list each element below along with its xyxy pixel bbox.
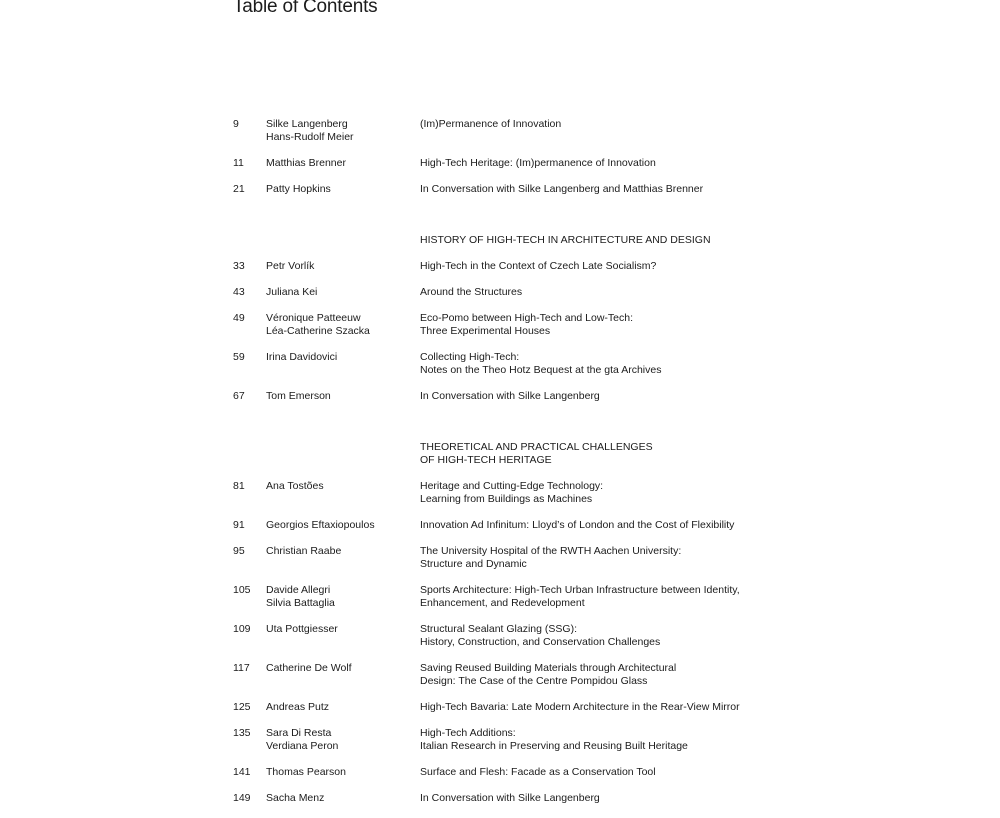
page-number: 43 — [233, 286, 245, 298]
entry-title — [420, 480, 793, 506]
entry-title-line: History, Construction, and Conservation Challenges — [420, 636, 661, 648]
page-number: 117 — [233, 662, 250, 674]
section-heading — [420, 234, 793, 247]
entry-title-line: Italian Research in Preserving and Reusing Built Heritage — [420, 740, 688, 752]
author-name: Petr Vorlík — [266, 260, 315, 272]
page-number: 109 — [233, 623, 251, 635]
entry-authors — [266, 157, 420, 170]
page-number: 33 — [233, 260, 245, 272]
entry-title — [420, 701, 793, 714]
toc-entry[interactable] — [233, 157, 793, 170]
toc-entry[interactable] — [233, 545, 793, 571]
entry-title — [420, 183, 793, 196]
entry-title-line: High-Tech Bavaria: Late Modern Architecture in the Rear-View Mirror — [420, 701, 740, 713]
entry-authors — [266, 727, 420, 753]
author-name: Andreas Putz — [266, 701, 330, 713]
entry-title — [420, 766, 793, 779]
author-name: Verdiana Peron — [266, 740, 339, 752]
author-name: Davide Allegri — [266, 584, 331, 596]
entry-title — [420, 545, 793, 571]
toc-entry[interactable] — [233, 351, 793, 377]
entry-authors — [266, 260, 420, 273]
toc-entry[interactable] — [233, 480, 793, 506]
page-number: 11 — [233, 157, 244, 169]
entry-title-line: Structure and Dynamic — [420, 558, 527, 570]
entry-authors — [266, 662, 420, 688]
entry-title-line: High-Tech Additions: — [420, 727, 516, 739]
entry-title-line: In Conversation with Silke Langenberg — [420, 390, 600, 402]
entry-authors — [266, 312, 420, 338]
entry-title-line: Collecting High-Tech: — [420, 351, 520, 363]
entry-title — [420, 584, 793, 610]
entry-authors — [266, 584, 420, 610]
entry-title — [420, 351, 793, 377]
entry-title-line: Innovation Ad Infinitum: Lloyd’s of London and the Cost of Flexibility — [420, 519, 735, 531]
entry-title-line: Eco-Pomo between High-Tech and Low-Tech: — [420, 312, 634, 324]
entry-authors — [266, 545, 420, 571]
author-name: Léa-Catherine Szacka — [266, 325, 370, 337]
entry-authors — [266, 701, 420, 714]
toc-entry[interactable] — [233, 260, 793, 273]
toc-entry[interactable] — [233, 390, 793, 403]
section-heading-line: HISTORY OF HIGH-TECH IN ARCHITECTURE AND DESIGN — [420, 234, 711, 246]
author-name: Sara Di Resta — [266, 727, 332, 739]
entry-authors — [266, 183, 420, 196]
entry-title — [420, 727, 793, 753]
author-name: Sacha Menz — [266, 792, 325, 804]
entry-title-line: The University Hospital of the RWTH Aachen University: — [420, 545, 682, 557]
toc-entry[interactable] — [233, 519, 793, 532]
entry-title-line: Design: The Case of the Centre Pompidou Glass — [420, 675, 648, 687]
entry-title — [420, 390, 793, 403]
page-number: 81 — [233, 480, 245, 492]
page-number: 9 — [233, 118, 239, 130]
table-of-contents — [233, 118, 793, 818]
author-name: Christian Raabe — [266, 545, 342, 557]
author-name: Hans-Rudolf Meier — [266, 131, 354, 143]
toc-entry[interactable] — [233, 701, 793, 714]
entry-title — [420, 792, 793, 805]
author-name: Silvia Battaglia — [266, 597, 335, 609]
toc-entry[interactable] — [233, 286, 793, 299]
entry-title-line: High-Tech in the Context of Czech Late Socialism? — [420, 260, 657, 272]
page-number: 67 — [233, 390, 245, 402]
entry-title-line: Enhancement, and Redevelopment — [420, 597, 585, 609]
entry-title-line: In Conversation with Silke Langenberg — [420, 792, 600, 804]
entry-title — [420, 312, 793, 338]
entry-title-line: Around the Structures — [420, 286, 523, 298]
entry-title-line: Heritage and Cutting-Edge Technology: — [420, 480, 604, 492]
section-heading-line: OF HIGH-TECH HERITAGE — [420, 454, 552, 466]
section-heading — [420, 441, 793, 467]
entry-title-line: Three Experimental Houses — [420, 325, 551, 337]
page-number: 141 — [233, 766, 251, 778]
page-number: 135 — [233, 727, 251, 739]
author-name: Georgios Eftaxiopoulos — [266, 519, 375, 531]
entry-title — [420, 260, 793, 273]
author-name: Matthias Brenner — [266, 157, 346, 169]
entry-authors — [266, 792, 420, 805]
author-name: Irina Davidovici — [266, 351, 338, 363]
entry-title — [420, 118, 793, 144]
page-number: 95 — [233, 545, 245, 557]
entry-title — [420, 157, 793, 170]
page-number: 21 — [233, 183, 245, 195]
entry-authors — [266, 623, 420, 649]
toc-entry[interactable] — [233, 662, 793, 688]
entry-title — [420, 286, 793, 299]
author-name: Ana Tostões — [266, 480, 324, 492]
author-name: Juliana Kei — [266, 286, 318, 298]
entry-authors — [266, 480, 420, 506]
toc-entry[interactable] — [233, 766, 793, 779]
toc-entry[interactable] — [233, 118, 793, 144]
entry-authors — [266, 390, 420, 403]
author-name: Tom Emerson — [266, 390, 331, 402]
entry-title-line: (Im)Permanence of Innovation — [420, 118, 562, 130]
section-heading-line: THEORETICAL AND PRACTICAL CHALLENGES — [420, 441, 653, 453]
toc-entry[interactable] — [233, 183, 793, 196]
entry-authors — [266, 766, 420, 779]
page-number: 149 — [233, 792, 251, 804]
toc-entry[interactable] — [233, 312, 793, 338]
page-number: 91 — [233, 519, 245, 531]
entry-title-line: In Conversation with Silke Langenberg and Matthias Brenner — [420, 183, 704, 195]
page-title: Table of Contents — [233, 0, 378, 17]
author-name: Uta Pottgiesser — [266, 623, 338, 635]
entry-title — [420, 519, 793, 532]
entry-authors — [266, 351, 420, 377]
author-name: Patty Hopkins — [266, 183, 331, 195]
entry-title-line: Structural Sealant Glazing (SSG): — [420, 623, 577, 635]
page-number: 59 — [233, 351, 245, 363]
toc-entry[interactable] — [233, 727, 793, 753]
entry-authors — [266, 519, 420, 532]
entry-title-line: Surface and Flesh: Facade as a Conservation Tool — [420, 766, 656, 778]
entry-title — [420, 623, 793, 649]
entry-title-line: High-Tech Heritage: (Im)permanence of Innovation — [420, 157, 656, 169]
toc-entry[interactable] — [233, 792, 793, 805]
toc-entry[interactable] — [233, 623, 793, 649]
author-name: Silke Langenberg — [266, 118, 348, 130]
page-number: 49 — [233, 312, 245, 324]
author-name: Véronique Patteeuw — [266, 312, 361, 324]
entry-title — [420, 662, 793, 688]
entry-title-line: Learning from Buildings as Machines — [420, 493, 593, 505]
entry-title-line: Sports Architecture: High-Tech Urban Infrastructure between Identity, — [420, 584, 740, 596]
toc-entry[interactable] — [233, 584, 793, 610]
page-number: 105 — [233, 584, 251, 596]
entry-authors — [266, 118, 420, 144]
page-number: 125 — [233, 701, 251, 713]
author-name: Catherine De Wolf — [266, 662, 352, 674]
entry-authors — [266, 286, 420, 299]
entry-title-line: Saving Reused Building Materials through Architectural — [420, 662, 677, 674]
entry-title-line: Notes on the Theo Hotz Bequest at the gta Archives — [420, 364, 662, 376]
author-name: Thomas Pearson — [266, 766, 346, 778]
